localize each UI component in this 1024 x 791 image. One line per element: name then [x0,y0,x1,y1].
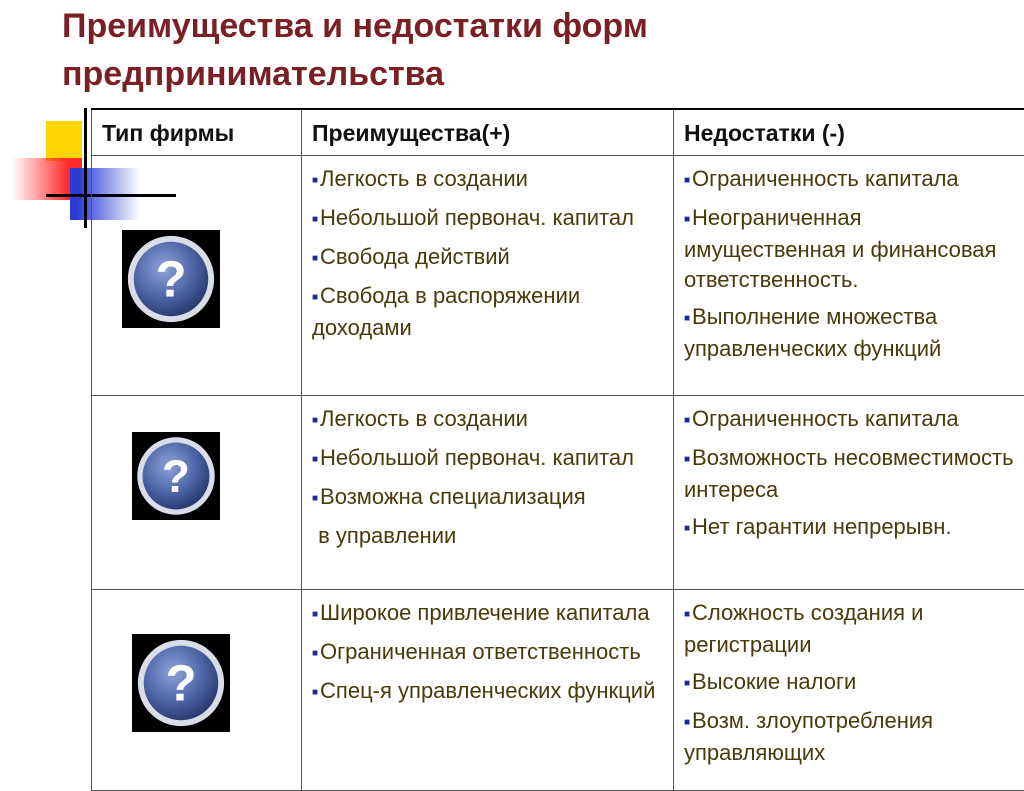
header-disadvantages: Недостатки (-) [674,109,1024,155]
list-item: ■Широкое привлечение капитала [312,598,665,630]
table-row [92,589,1024,790]
table-row [92,155,1024,395]
svg-text:?: ? [162,451,190,502]
advantages-cell [302,589,674,790]
question-mark-icon[interactable] [122,230,220,328]
decor-line-vertical [84,108,87,228]
decor-yellow-square [46,121,82,161]
header-advantages: Преимущества(+) [302,109,674,155]
list-item: ■Неограниченная имущественная и финансовая ответственность. [684,203,1023,295]
list-item: ■Сложность создания и регистрации [684,598,1023,660]
list-item: ■Возм. злоупотребления управляющих [684,706,1023,768]
list-item: ■Ограниченная ответственность [312,637,665,669]
table-header-row [92,109,1024,155]
list-item: ■Спец-я управленческих функций [312,676,665,708]
comparison-table [91,108,1024,791]
advantages-cell [302,395,674,589]
list-item: ■Легкость в создании [312,404,665,436]
list-item: ■Небольшой первонач. капитал [312,443,665,475]
list-item: ■Свобода в распоряжении доходами [312,281,665,343]
question-mark-icon[interactable] [132,432,220,520]
list-item: ■Ограниченность капитала [684,404,1023,436]
header-firm-type: Тип фирмы [92,109,302,155]
list-item: ■Небольшой первонач. капитал [312,203,665,235]
list-item: ■Выполнение множества управленческих функций [684,302,1023,364]
list-item: ■Возможна специализация [312,482,665,514]
page-title: Преимущества и недостатки форм предпринимательства [62,2,1002,98]
list-item: ■Высокие налоги [684,667,1023,699]
advantages-cell [302,155,674,395]
list-item: в управлении [312,521,665,551]
list-item: ■Нет гарантии непрерывн. [684,512,1023,544]
list-item: ■Возможность несовместимость интереса [684,443,1023,505]
question-mark-icon[interactable] [132,634,230,732]
table-row [92,395,1024,589]
list-item: ■Свобода действий [312,242,665,274]
disadvantages-cell [674,395,1024,589]
svg-text:?: ? [165,655,196,712]
svg-text:?: ? [155,251,186,308]
disadvantages-cell [674,155,1024,395]
list-item: ■Легкость в создании [312,164,665,196]
disadvantages-cell [674,589,1024,790]
list-item: ■Ограниченность капитала [684,164,1023,196]
